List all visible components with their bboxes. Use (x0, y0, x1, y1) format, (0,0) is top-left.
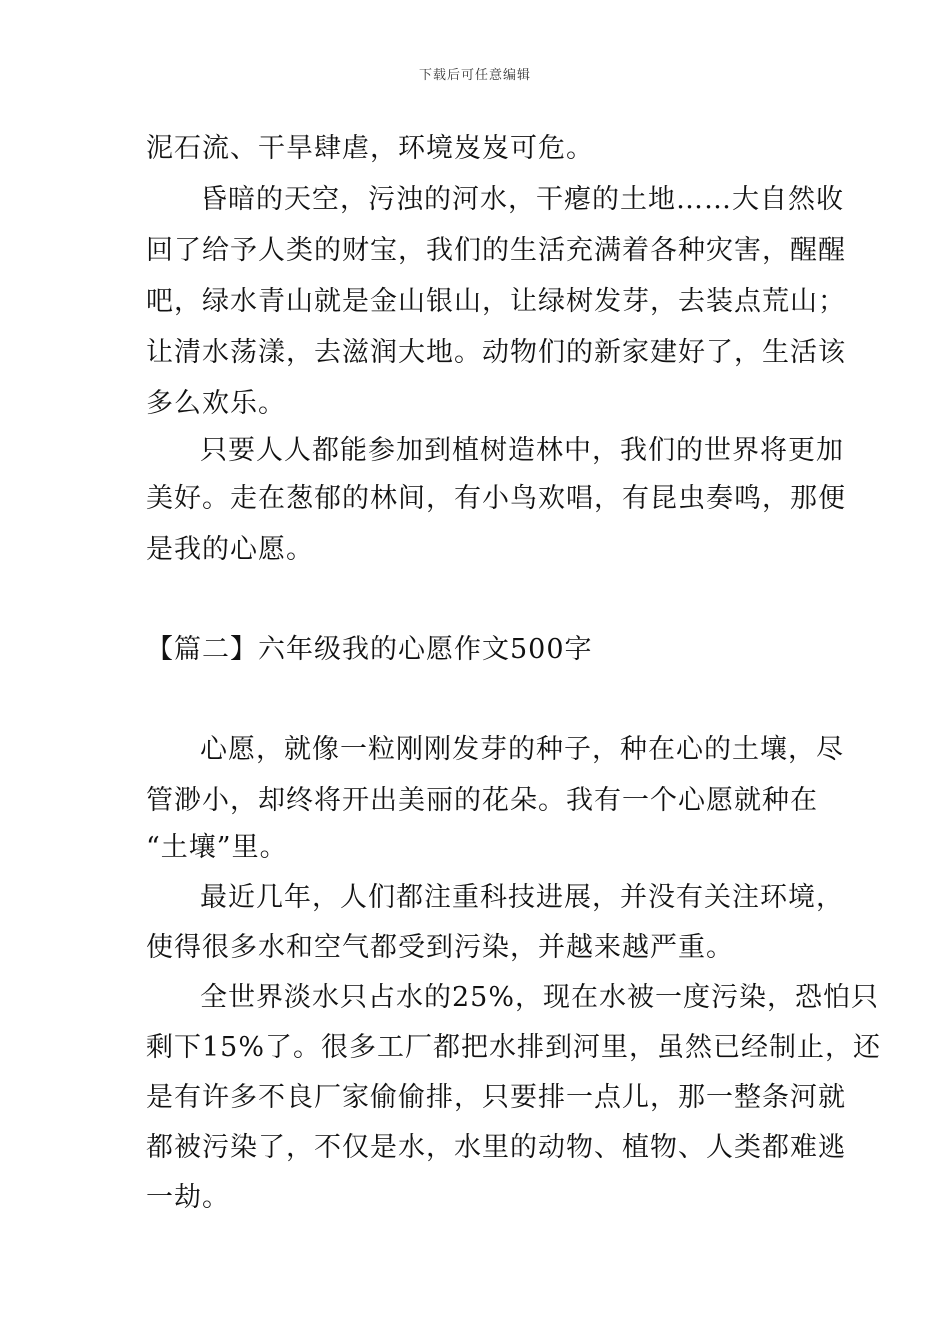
text-line: 使得很多水和空气都受到污染，并越来越严重。 (146, 932, 734, 963)
paragraph-start-line: 只要人人都能参加到植树造林中，我们的世界将更加 (200, 435, 844, 466)
section-heading: 【篇二】六年级我的心愿作文500字 (146, 634, 593, 665)
paragraph-start-line: 心愿，就像一粒刚刚发芽的种子，种在心的土壤，尽 (200, 734, 844, 765)
text-line: 泥石流、干旱肆虐，环境岌岌可危。 (146, 133, 594, 164)
paragraph-start-line: 昏暗的天空，污浊的河水，干瘪的土地……大自然收 (200, 184, 844, 215)
page-header: 下载后可任意编辑 (418, 68, 531, 83)
text-line: 吧，绿水青山就是金山银山，让绿树发芽，去装点荒山； (146, 286, 846, 317)
text-line: 是有许多不良厂家偷偷排，只要排一点儿，那一整条河就 (146, 1082, 846, 1113)
text-line: “土壤”里。 (146, 832, 288, 863)
text-line: 是我的心愿。 (146, 534, 314, 565)
text-line: 管渺小，却终将开出美丽的花朵。我有一个心愿就种在 (146, 785, 818, 816)
text-line: 回了给予人类的财宝，我们的生活充满着各种灾害，醒醒 (146, 235, 846, 266)
text-line: 一劫。 (146, 1182, 230, 1213)
text-line: 让清水荡漾，去滋润大地。动物们的新家建好了，生活该 (146, 337, 846, 368)
text-line: 多么欢乐。 (146, 388, 286, 419)
paragraph-start-line: 最近几年，人们都注重科技进展，并没有关注环境， (200, 882, 844, 913)
text-line: 剩下15%了。很多工厂都把水排到河里，虽然已经制止，还 (146, 1032, 882, 1063)
text-line: 都被污染了，不仅是水，水里的动物、植物、人类都难逃 (146, 1132, 846, 1163)
paragraph-start-line: 全世界淡水只占水的25%，现在水被一度污染，恐怕只 (200, 982, 880, 1013)
text-line: 美好。走在葱郁的林间，有小鸟欢唱，有昆虫奏鸣，那便 (146, 483, 846, 514)
